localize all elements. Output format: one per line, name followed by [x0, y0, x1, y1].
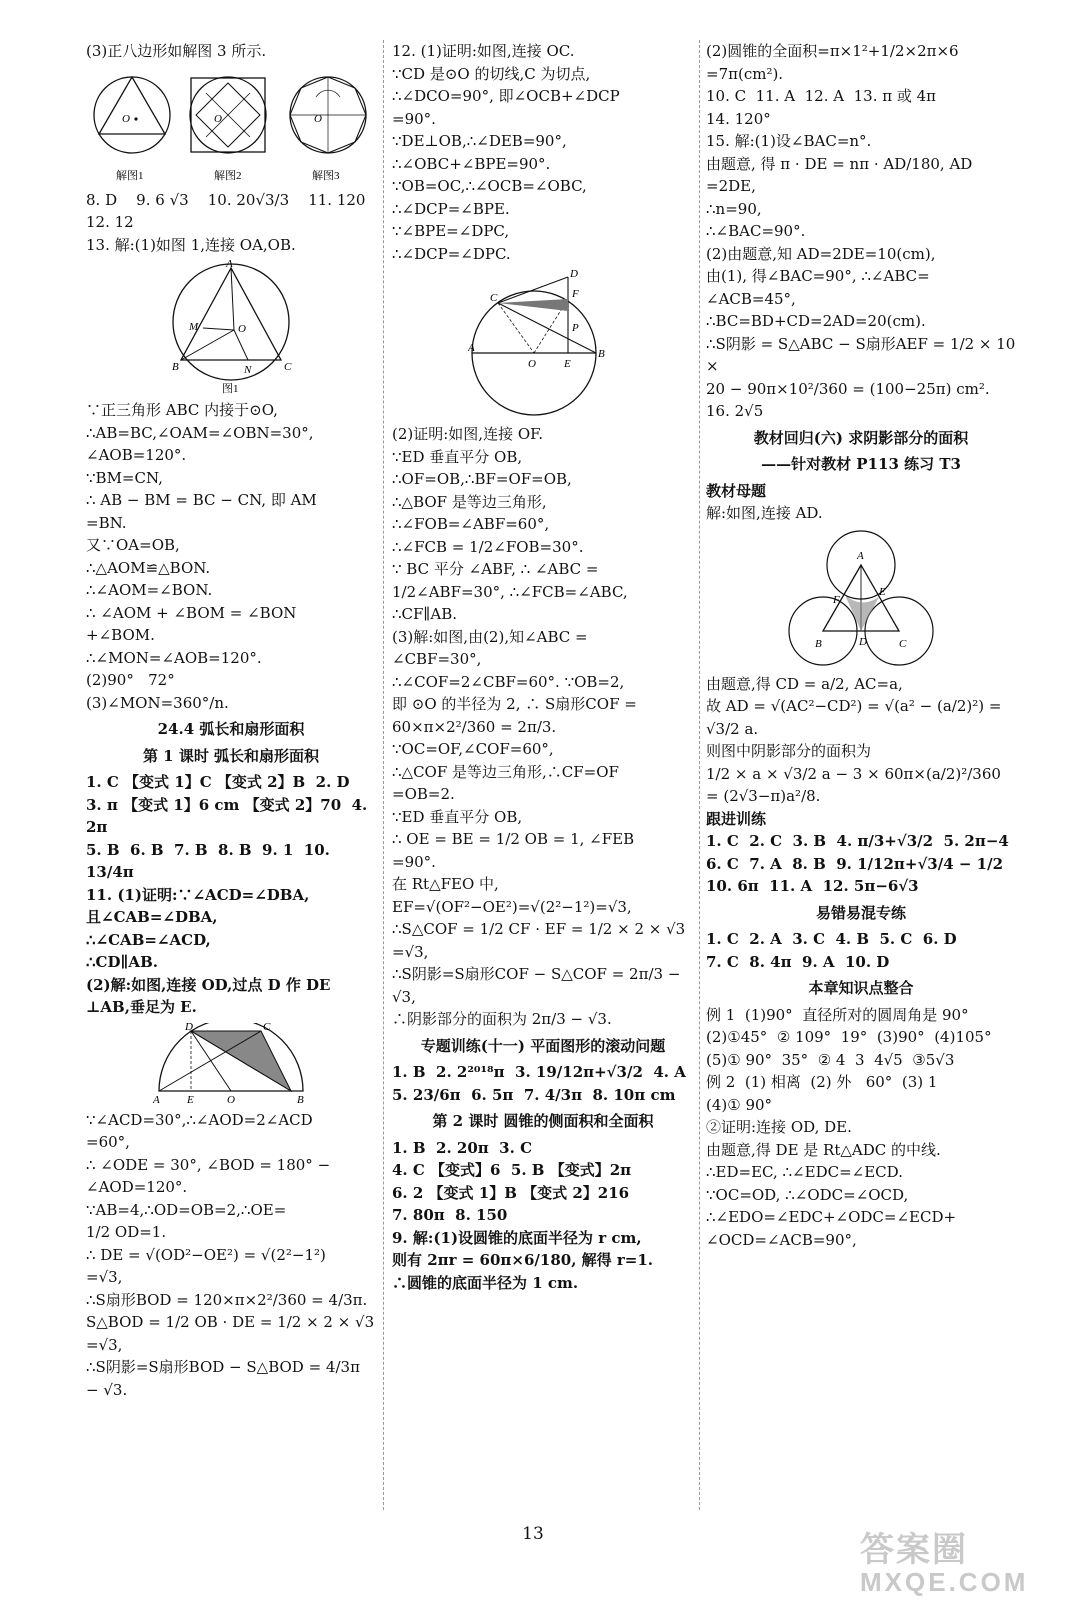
text-line: 7. 80π 8. 150 [392, 1206, 508, 1224]
figure-1-triangle-in-circle [94, 77, 170, 153]
text-line: (5)① 90° 35° ② 4 3 4√5 ③5√3 [706, 1050, 955, 1069]
col1-mid [86, 189, 376, 257]
svg-text:O: O [227, 1093, 235, 1105]
text-line: 又∵OA=OB, [86, 536, 180, 554]
mistake-answers [706, 928, 1016, 973]
column-divider-1 [383, 40, 384, 1510]
text-line: ∴圆锥的底面半径为 1 cm. [392, 1273, 579, 1292]
text-line: ∴∠COF=2∠CBF=60°. ∵OB=2, [392, 672, 625, 691]
svg-text:B: B [815, 637, 822, 650]
text-line: =2DE, [706, 177, 756, 195]
figure-label-1: 解图1 [116, 169, 144, 182]
svg-text:A: A [468, 342, 475, 354]
text-line: ∴S阴影=S扇形BOD − S△BOD = 4/3π − √3. [86, 1358, 365, 1399]
text-line: ∵ED 垂直平分 OB, [392, 807, 523, 826]
text-line: 5. B 6. B 7. B 8. B 9. 1 10. 13/4π [86, 840, 336, 881]
text-line: √3/2 a. [706, 719, 759, 738]
svg-text:B: B [172, 361, 179, 373]
text-line: (2)圆锥的全面积=π×1²+1/2×2π×6 [706, 42, 959, 60]
text-line: ∴∠OBC+∠BPE=90°. [392, 154, 551, 173]
col1-answers-after [86, 1109, 376, 1402]
text-line: (3)∠MON=360°/n. [86, 693, 229, 712]
text-line: 由题意, 得 π · DE = nπ · AD/180, AD [706, 154, 973, 173]
octagon-figures [86, 67, 376, 185]
text-line: 10. C 11. A 12. A 13. π 或 4π [706, 87, 937, 105]
figure-2-square-in-circle [190, 77, 266, 153]
watermark-line1: 答案圈 [860, 1531, 968, 1569]
text-line: ∴阴影部分的面积为 2π/3 − √3. [392, 1010, 612, 1028]
text-line: ∵正三角形 ABC 内接于⊙O, [86, 401, 278, 419]
watermark [860, 1522, 1060, 1597]
svg-text:O: O [314, 112, 322, 125]
text-line: ∴ DE = √(OD²−OE²) = √(2²−1²) [86, 1245, 326, 1264]
text-line: ∵OC=OF,∠COF=60°, [392, 740, 554, 758]
text-line: ∴∠DCP=∠DPC. [392, 244, 511, 263]
text-line: 1. C 2. C 3. B 4. π/3+√3/2 5. 2π−4 [706, 832, 1009, 850]
topic-answers [392, 1061, 694, 1106]
text-line: ∴AB=BC,∠OAM=∠OBN=30°, [86, 423, 314, 442]
text-line: 1. C 2. A 3. C 4. B 5. C 6. D [706, 930, 957, 948]
text-line: =90°. [392, 852, 436, 871]
text-line: ⊥AB,垂足为 E. [86, 998, 197, 1016]
svg-text:A: A [153, 1093, 160, 1105]
column-divider-2 [699, 40, 700, 1510]
text-line: (2)证明:如图,连接 OF. [392, 425, 543, 443]
text-line: ∴△COF 是等边三角形,∴CF=OF [392, 762, 619, 781]
text-line: 12. (1)证明:如图,连接 OC. [392, 42, 575, 60]
svg-text:C: C [263, 1022, 271, 1033]
text-line: 9. 解:(1)设圆锥的底面半径为 r cm, [392, 1228, 642, 1247]
text-line: ∴∠FCB = 1/2∠FOB=30°. [392, 537, 584, 556]
text-line: 20 − 90π×10²/360 = (100−25π) cm². [706, 379, 990, 398]
text-line: 故 AD = √(AC²−CD²) = √(a² − (a/2)²) = [706, 697, 1002, 715]
text-line: 则有 2πr = 60π×6/180, 解得 r=1. [392, 1251, 653, 1269]
svg-text:A: A [857, 549, 864, 562]
text-line: ∵ED 垂直平分 OB, [392, 447, 523, 466]
svg-text:B: B [598, 348, 605, 360]
column-3 [706, 40, 1021, 1251]
text-line: ∴ED=EC, ∴∠EDC=∠ECD. [706, 1163, 903, 1181]
text-line: 10. 6π 11. A 12. 5π−6√3 [706, 877, 919, 895]
figure-1-triangle-abc [156, 260, 306, 395]
text-line: ∴ ∠AOM + ∠BOM = ∠BON [86, 603, 297, 622]
svg-text:E: E [187, 1093, 194, 1105]
col1-top [86, 40, 376, 63]
lesson2-answers [392, 1137, 694, 1295]
text-line: 1/2 × a × √3/2 a − 3 × 60π×(a/2)²/360 [706, 764, 1001, 783]
text-line: ∴∠AOM=∠BON. [86, 581, 213, 599]
svg-text:C: C [899, 637, 907, 650]
text-line: ∴∠DCP=∠BPE. [392, 199, 510, 218]
text-line: 1. B 2. 20π 3. C [392, 1138, 533, 1157]
text-line: ∴n=90, [706, 199, 762, 218]
section-subtitle: 第 1 课时 弧长和扇形面积 [142, 746, 320, 765]
svg-text:O: O [122, 112, 130, 125]
svg-text:E: E [564, 358, 571, 370]
text-line: =7π(cm²). [706, 64, 784, 83]
text-line: ∴∠CAB=∠ACD, [86, 930, 211, 949]
text-line: ∴BC=BD+CD=2AD=20(cm). [706, 312, 926, 330]
text-line: 在 Rt△FEO 中, [392, 875, 499, 893]
text-line: (2)解:如图,连接 OD,过点 D 作 DE [86, 975, 331, 994]
svg-text:P: P [572, 322, 579, 334]
col1-answers [86, 771, 376, 1019]
text-line: 且∠CAB=∠DBA, [86, 908, 218, 926]
figure-3-octagon-in-circle [290, 77, 366, 153]
text-line: ∴ OE = BE = 1/2 OB = 1, ∠FEB [392, 830, 635, 848]
svg-text:E: E [879, 585, 886, 598]
text-line: (2)①45° ② 109° 19° (3)90° (4)105° [706, 1028, 992, 1046]
svg-text:A: A [226, 260, 233, 270]
col2-bottom [392, 423, 694, 1031]
text-line: ∴∠FOB=∠ABF=60°, [392, 515, 550, 533]
svg-text:O: O [214, 112, 222, 125]
mistake-title: 易错易混专练 [815, 903, 906, 922]
figure-circle-tangent [468, 269, 618, 419]
text-line: 14. 120° [706, 109, 771, 128]
text-line: 8. D 9. 6 √3 10. 20√3/3 11. 120 [86, 190, 366, 209]
text-line: (2)90° 72° [86, 671, 175, 689]
col3-top [706, 40, 1021, 423]
text-line: ∴△BOF 是等边三角形, [392, 492, 547, 511]
text-line: EF=√(OF²−OE²)=√(2²−1²)=√3, [392, 897, 632, 916]
text-line: (4)① 90° [706, 1095, 773, 1114]
text-line: =60°, [86, 1133, 130, 1151]
text-line: ∴∠BAC=90°. [706, 222, 806, 240]
mother-title: 教材母题 [706, 481, 767, 500]
text-line: 60×π×2²/360 = 2π/3. [392, 717, 557, 736]
svg-text:C: C [490, 292, 498, 304]
svg-text:F: F [833, 593, 840, 606]
text-line: =√3, [86, 1268, 123, 1286]
text-line: 16. 2√5 [706, 402, 764, 420]
text-line: ∴OF=OB,∴BF=OF=OB, [392, 470, 572, 488]
text-line: 则图中阴影部分的面积为 [706, 742, 872, 760]
text-line: ∴ ∠ODE = 30°, ∠BOD = 180° − [86, 1155, 331, 1174]
text-line: 即 ⊙O 的半径为 2, ∴ S扇形COF = [392, 695, 637, 713]
chapter-lines [706, 1004, 1016, 1252]
follow-title: 跟进训练 [706, 809, 767, 828]
mother-intro: 解:如图,连接 AD. [706, 504, 823, 522]
svg-text:N: N [244, 364, 252, 376]
watermark-line2: MXQE.COM [860, 1567, 1029, 1597]
text-line: ∴S扇形BOD = 120×π×2²/360 = 4/3π. [86, 1290, 368, 1309]
text-line: ∵ BC 平分 ∠ABF, ∴ ∠ABC = [392, 560, 599, 578]
svg-text:D: D [185, 1022, 193, 1033]
text-line: ∴CF∥AB. [392, 605, 457, 623]
text-line: (3)解:如图,由(2),知∠ABC = [392, 627, 588, 646]
svg-text:C: C [284, 361, 292, 373]
text-line: 6. 2 【变式 1】B 【变式 2】216 [392, 1183, 630, 1202]
review-title: 教材回归(六) 求阴影部分的面积 [753, 428, 969, 447]
fig1-label: 图1 [222, 383, 239, 395]
text-line: 1/2 OD=1. [86, 1223, 167, 1241]
text-line: ∵OB=OC,∴∠OCB=∠OBC, [392, 177, 587, 195]
text-line: ∴S△COF = 1/2 CF · EF = 1/2 × 2 × √3 [392, 920, 686, 938]
text-line: 11. (1)证明:∵∠ACD=∠DBA, [86, 885, 310, 904]
text-line: ②证明:连接 OD, DE. [706, 1118, 852, 1136]
page-number: 13 [522, 1524, 544, 1544]
text-line: ∠AOD=120°. [86, 1178, 188, 1196]
svg-text:O: O [238, 323, 246, 335]
figure-label-2: 解图2 [214, 169, 242, 182]
text-line: = (2√3−π)a²/8. [706, 787, 821, 805]
svg-text:B: B [297, 1093, 304, 1105]
text-line: ∴△AOM≌△BON. [86, 558, 211, 577]
text-line: =√3, [86, 1335, 123, 1354]
text-line: ∵∠BPE=∠DPC, [392, 222, 510, 240]
text-line: ∴ AB − BM = BC − CN, 即 AM [86, 491, 317, 509]
text-line: 1. B 2. 2²⁰¹⁸π 3. 19/12π+√3/2 4. A [392, 1063, 686, 1081]
section-title: 24.4 弧长和扇形面积 [157, 720, 305, 738]
follow-answers [706, 830, 1016, 898]
text-line: 1/2∠ABF=30°, ∴∠FCB=∠ABC, [392, 582, 628, 601]
text-line: ∠AOB=120°. [86, 446, 187, 464]
svg-text:D: D [859, 635, 867, 648]
text-line: 13. 解:(1)如图 1,连接 OA,OB. [86, 235, 296, 254]
text-line: =BN. [86, 513, 127, 532]
text-line: ∵∠ACD=30°,∴∠AOD=2∠ACD [86, 1110, 313, 1129]
text-line: ∴S阴影 = S△ABC − S扇形AEF = 1/2 × 10 × [706, 334, 1021, 375]
text-line: =90°. [392, 109, 436, 128]
text-line: 例 1 (1)90° 直径所对的圆周角是 90° [706, 1005, 969, 1024]
column-1 [86, 40, 376, 1401]
col2-top [392, 40, 694, 265]
svg-text:F: F [572, 288, 579, 300]
text-line: ∴CD∥AB. [86, 953, 158, 971]
text-line: ∠CBF=30°, [392, 650, 482, 668]
lesson2-title: 第 2 课时 圆锥的侧面积和全面积 [432, 1112, 654, 1130]
text-line: ∵BM=CN, [86, 468, 163, 487]
figure-three-circles [781, 529, 941, 669]
text-line: =√3, [392, 942, 429, 961]
text-line: ∵AB=4,∴OD=OB=2,∴OE= [86, 1200, 287, 1219]
text-line: ∵OC=OD, ∴∠ODC=∠OCD, [706, 1185, 909, 1204]
text-line: (2)由题意,知 AD=2DE=10(cm), [706, 244, 936, 263]
text-line: 12. 12 [86, 213, 134, 231]
text-line: (3)正八边形如解图 3 所示. [86, 42, 267, 60]
text-line: 6. C 7. A 8. B 9. 1/12π+√3/4 − 1/2 [706, 854, 1004, 873]
text-line: 7. C 8. 4π 9. A 10. D [706, 952, 890, 971]
svg-text:O: O [528, 358, 536, 370]
text-line: =OB=2. [392, 785, 455, 803]
topic-title: 专题训练(十一) 平面图形的滚动问题 [420, 1036, 666, 1055]
text-line: ∴∠MON=∠AOB=120°. [86, 648, 262, 667]
text-line: ∠ACB=45°, [706, 289, 796, 308]
figure-semicircle-acd [151, 1023, 311, 1105]
text-line: 5. 23/6π 6. 5π 7. 4/3π 8. 10π cm [392, 1085, 676, 1104]
text-line: 由题意,得 CD = a/2, AC=a, [706, 674, 903, 693]
mother-after [706, 673, 1016, 808]
text-line: 15. 解:(1)设∠BAC=n°. [706, 132, 872, 150]
text-line: 由题意,得 DE 是 Rt△ADC 的中线. [706, 1140, 941, 1159]
svg-text:M: M [189, 321, 199, 333]
svg-text:D: D [570, 269, 578, 280]
column-2 [392, 40, 694, 1294]
text-line: ∵DE⊥OB,∴∠DEB=90°, [392, 132, 567, 150]
text-line: ∵CD 是⊙O 的切线,C 为切点, [392, 64, 591, 83]
chapter-title: 本章知识点整合 [808, 979, 914, 997]
text-line: +∠BOM. [86, 626, 155, 644]
text-line: S△BOD = 1/2 OB · DE = 1/2 × 2 × √3 [86, 1313, 375, 1331]
text-line: 由(1), 得∠BAC=90°, ∴∠ABC= [706, 267, 930, 285]
text-line: 3. π 【变式 1】6 cm 【变式 2】70 4. 2π [86, 795, 373, 836]
text-line: 1. C 【变式 1】C 【变式 2】B 2. D [86, 773, 350, 791]
text-line: ∴∠EDO=∠EDC+∠ODC=∠ECD+ [706, 1208, 957, 1226]
text-line: ∴∠DCO=90°, 即∠OCB+∠DCP [392, 87, 620, 105]
text-line: ∠OCD=∠ACB=90°, [706, 1230, 857, 1249]
figure-label-3: 解图3 [312, 169, 340, 182]
text-line: 例 2 (1) 相离 (2) 外 60° (3) 1 [706, 1073, 938, 1091]
text-line: 4. C 【变式】6 5. B 【变式】2π [392, 1161, 632, 1179]
review-subtitle: ——针对教材 P113 练习 T3 [761, 455, 961, 473]
text-line: ∴S阴影=S扇形COF − S△COF = 2π/3 − √3, [392, 965, 686, 1006]
col1-bottom [86, 399, 376, 714]
